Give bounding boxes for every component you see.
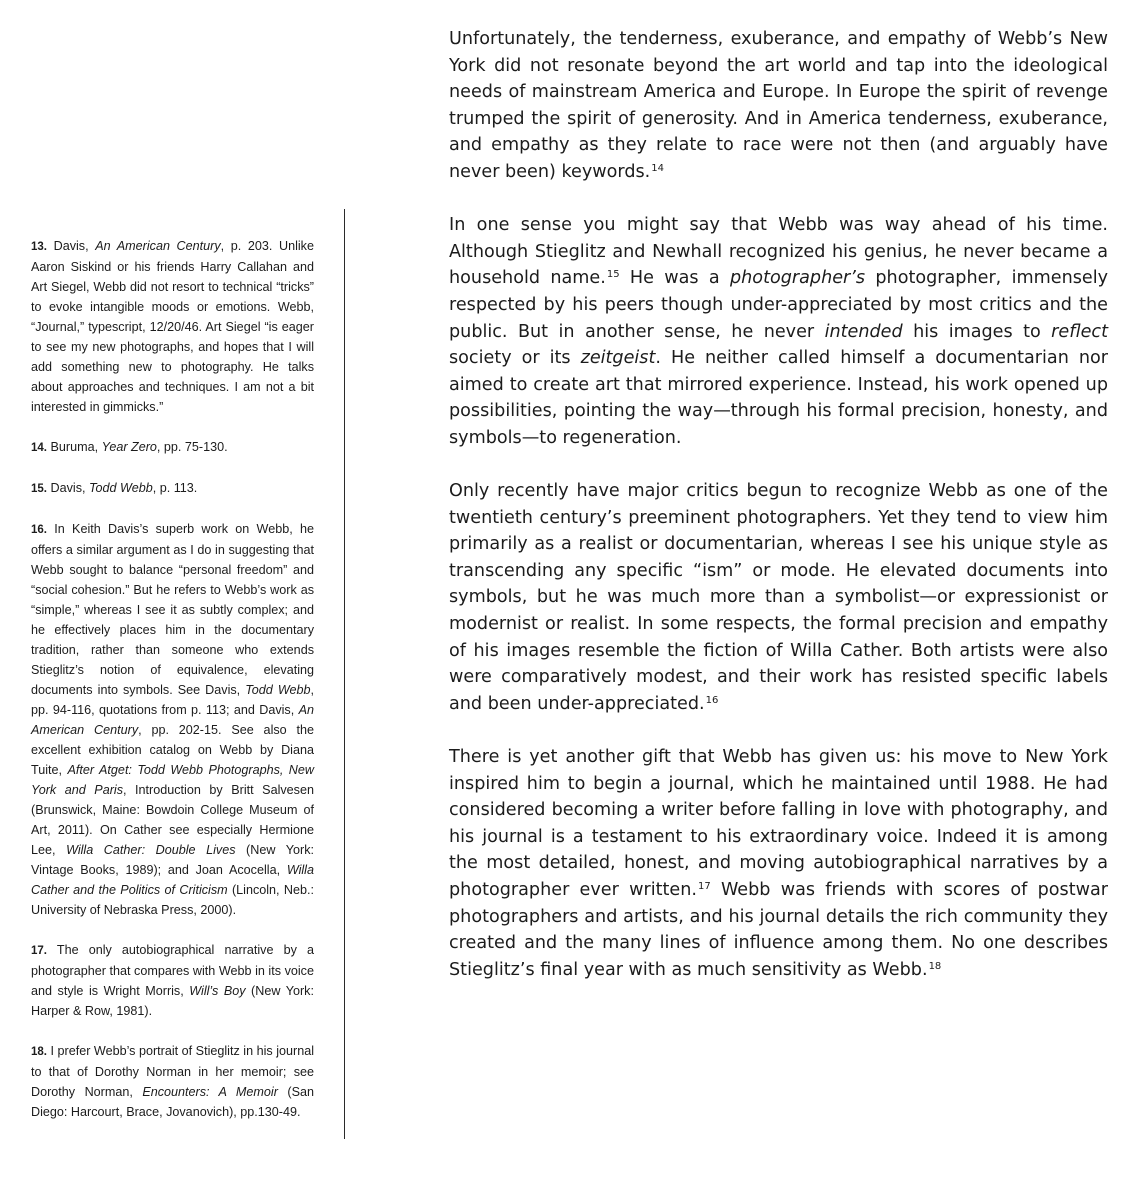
footnote-14 xyxy=(31,437,314,458)
footnote-number: 14. xyxy=(31,442,47,454)
text-run: Only recently have major critics begun to recognize Webb as one of the twentieth century’s preeminent photographers. Yet they tend to view him primarily as a realist or documentarian, whereas I see his unique style as transcending any specific “ism” or mode. He elevated documents into symbols, but he was much more than a symbolist—or expressionist or modernist or realist. In some respects, the formal precision and empathy of his images resemble the fiction of Willa Cather. Both artists were also were comparatively modest, and their work has resisted specific labels and been under-appreciated. xyxy=(449,481,1108,714)
text-run: , pp. 202-15. See also the excellent exhibition catalog on Webb by Diana Tuite, xyxy=(31,723,314,777)
text-run: , pp. 75-130. xyxy=(156,440,228,454)
italic-text: Will’s Boy xyxy=(189,984,246,998)
text-run: , p. 203. Unlike Aaron Siskind or his friends Harry Callahan and Art Siegel, Webb did not resort to technical “tricks” to evoke intangible moods or emotions. Webb, “Journal,” typescript, 12/20/46. Art Siegel “is eager to see my new photographs, and hopes that I will add something new to photography. He talks about approaches and techniques. I am not a bit interested in gimmicks.” xyxy=(31,239,314,414)
italic-text: Todd Webb xyxy=(89,481,153,495)
italic-text: Willa Cather: Double Lives xyxy=(66,843,236,857)
italic-text: zeitgeist xyxy=(580,348,656,369)
italic-text: reflect xyxy=(1051,321,1108,342)
footnote-15 xyxy=(31,478,314,499)
footnote-text xyxy=(31,522,314,917)
footnote-16 xyxy=(31,519,314,920)
text-run: (Lincoln, Neb.: University of Nebraska Press, 2000). xyxy=(31,883,314,917)
italic-text: An American Century xyxy=(95,239,221,253)
footnotes-column xyxy=(31,236,314,1142)
text-run: Buruma, xyxy=(50,440,102,454)
text-run: In Keith Davis’s superb work on Webb, he offers a similar argument as I do in suggesting that Webb sought to balance “personal freedom” and “social cohesion.” But he refers to Webb’s work as “simple,” whereas I see it as subtly complex; and he effectively places him in the documentary tradition, rather than someone who extends Stieglitz’s notion of equivalence, elevating documents into symbols. See Davis, xyxy=(31,522,315,697)
footnote-text xyxy=(31,943,314,1018)
text-run: (San Diego: Harcourt, Brace, Jovanovich), pp.130-49. xyxy=(31,1085,314,1119)
italic-text: Year Zero xyxy=(101,440,157,454)
text-run: (New York: Harper & Row, 1981). xyxy=(31,984,314,1018)
text-run: photographer, immensely respected by his peers though under-appreciated by most critics and the public. But in another sense, he never xyxy=(449,268,1109,342)
footnote-ref: 18 xyxy=(928,960,942,972)
text-run: Davis, xyxy=(53,239,96,253)
footnote-13 xyxy=(31,236,314,417)
footnote-ref: 14 xyxy=(651,162,664,174)
text-run: (New York: Vintage Books, 1989); and Joan Acocella, xyxy=(31,843,314,877)
text-run: Davis, xyxy=(50,481,89,495)
footnote-number: 13. xyxy=(31,241,47,253)
italic-text: intended xyxy=(824,321,903,342)
text-run: society or its xyxy=(449,348,581,369)
text-run: , p. 113. xyxy=(152,481,198,495)
text-run: There is yet another gift that Webb has given us: his move to New York inspired him to begin a journal, which he maintained until 1988. He had considered becoming a writer before falling in love with photography, and his journal is a testament to his extraordinary voice. Indeed it is among the most detailed, honest, and moving autobiographical narratives by a photographer ever written. xyxy=(449,747,1108,900)
italic-text: After Atget: Todd Webb Photographs, New York and Paris xyxy=(31,763,315,797)
footnote-17 xyxy=(31,940,314,1021)
text-run: , pp. 94-116, quotations from p. 113; and Davis, xyxy=(31,683,314,717)
italic-text: An American Century xyxy=(31,703,314,737)
footnote-ref: 15 xyxy=(606,269,620,281)
body-paragraph-2 xyxy=(449,212,1108,451)
footnote-18 xyxy=(31,1041,314,1122)
footnote-text xyxy=(31,239,314,414)
text-run: , Introduction by Britt Salvesen (Brunswick, Maine: Bowdoin College Museum of Art, 2011). On Cather see especially Hermione Lee, xyxy=(31,783,314,857)
text-run: his images to xyxy=(902,321,1052,342)
body-paragraph-1 xyxy=(449,26,1108,186)
text-run: Webb was friends with scores of postwar photographers and artists, and his journal details the rich community they created and the many lines of influence among them. No one describes Stieglitz’s final year with as much sensitivity as Webb. xyxy=(449,880,1108,980)
footnote-number: 16. xyxy=(31,524,47,536)
footnote-text xyxy=(51,481,198,495)
italic-text: Willa Cather and the Politics of Criticism xyxy=(31,863,314,897)
body-text-column xyxy=(449,26,1108,1010)
footnote-number: 15. xyxy=(31,483,47,495)
text-run: I prefer Webb’s portrait of Stieglitz in his journal to that of Dorothy Norman in her memoir; see Dorothy Norman, xyxy=(31,1044,315,1099)
body-paragraph-3 xyxy=(449,478,1108,717)
italic-text: Todd Webb xyxy=(245,683,311,697)
body-paragraph-4 xyxy=(449,744,1108,983)
text-run: The only autobiographical narrative by a photographer that compares with Webb in its voice and style is Wright Morris, xyxy=(31,943,314,998)
text-run: He was a xyxy=(619,268,730,289)
footnote-number: 17. xyxy=(31,945,47,957)
text-run: Unfortunately, the tenderness, exuberance, and empathy of Webb’s New York did not resonate beyond the art world and tap into the ideological needs of mainstream America and Europe. In Europe the spirit of revenge trumped the spirit of generosity. And in America tenderness, exuberance, and empathy as they relate to race were not then (and arguably have never been) keywords. xyxy=(449,29,1108,182)
italic-text: Encounters: A Memoir xyxy=(142,1085,278,1099)
footnote-text xyxy=(51,440,228,454)
footnote-number: 18. xyxy=(31,1046,47,1058)
footnote-ref: 16 xyxy=(705,694,719,706)
column-divider xyxy=(344,209,345,1139)
italic-text: photographer’s xyxy=(729,268,866,289)
footnote-ref: 17 xyxy=(697,881,711,892)
text-run: In one sense you might say that Webb was way ahead of his time. Although Stieglitz and Newhall recognized his genius, he never became a household name. xyxy=(449,215,1108,289)
text-run: . He neither called himself a documentarian nor aimed to create art that mirrored experience. Instead, his work opened up possibilities, pointing the way—through his formal precision, honesty, and symbols—to regeneration. xyxy=(449,348,1108,448)
footnote-text xyxy=(31,1044,314,1119)
